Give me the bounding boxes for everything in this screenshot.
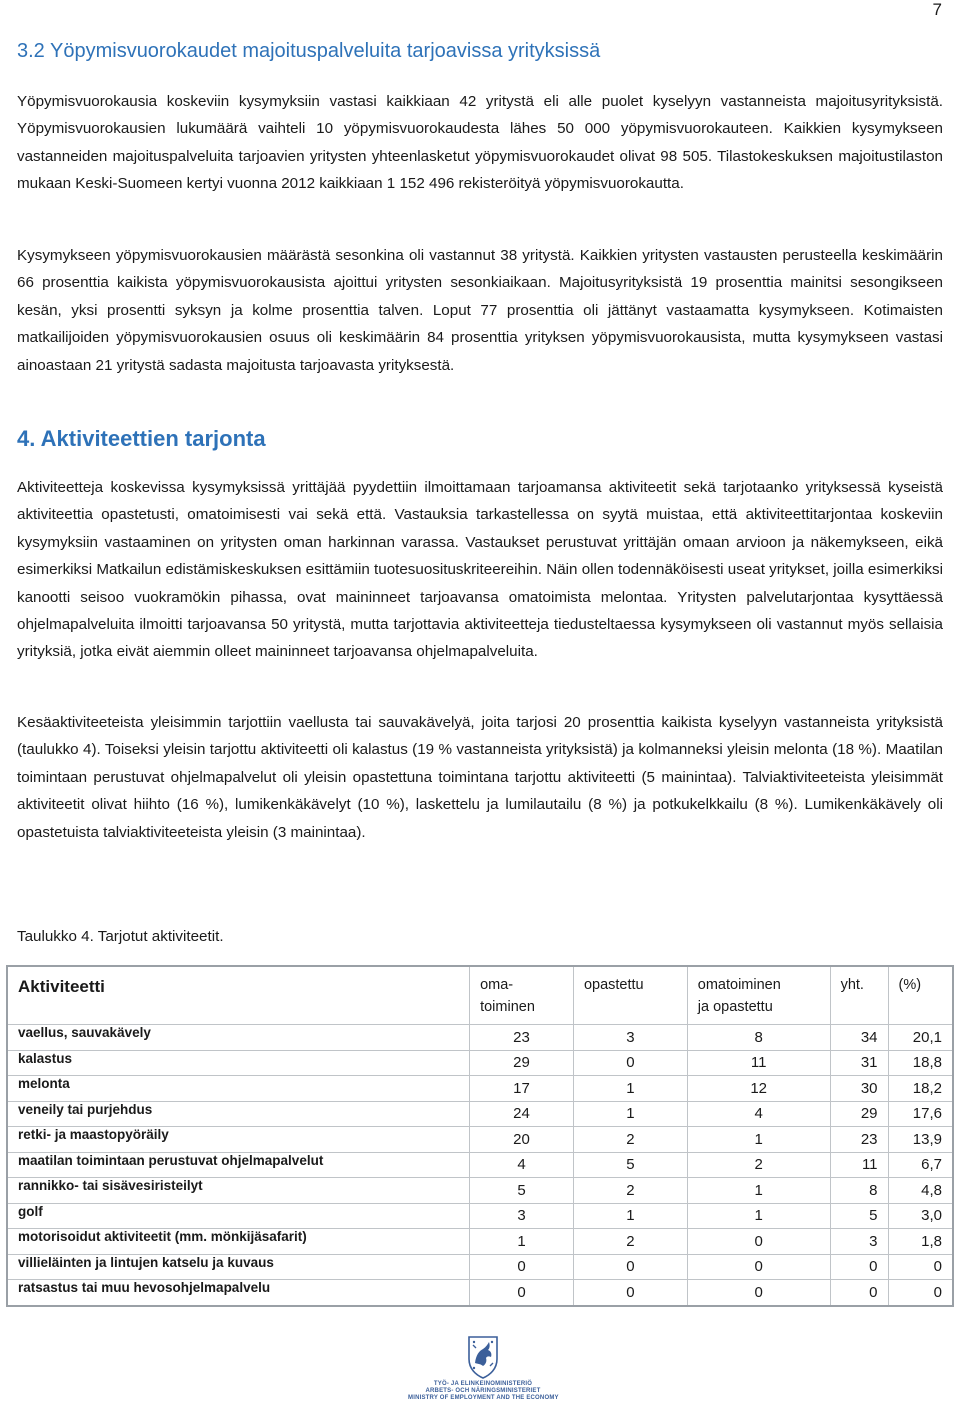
cell-activity: motorisoidut aktiviteetit (mm. mönkijäsafarit)	[7, 1229, 470, 1255]
table-row	[7, 1101, 953, 1127]
table-row	[7, 1229, 953, 1255]
cell-activity: veneily tai purjehdus	[7, 1101, 470, 1127]
header-self-line1: oma-	[480, 977, 514, 993]
header-self-line2: toiminen	[480, 999, 535, 1015]
cell-total: 31	[830, 1050, 888, 1076]
coat-of-arms-lion-icon	[466, 1335, 500, 1379]
cell-percent: 4,8	[888, 1178, 953, 1204]
activities-table	[6, 965, 954, 1307]
paragraph-overnight-stays: Yöpymisvuorokausia koskeviin kysymyksiin vastasi kaikkiaan 42 yritystä eli alle puolet kyselyyn vastanneista majoitusyrityksistä. Yöpymisvuorokausien lukumäärä vaihteli 10 yöpymisvuorokaudesta lähes 50 000 yöpymisvuorokauteen. Kaikkien kysymykseen vastanneiden majoituspalveluita tarjoavien yritysten yhteenlasketut yöpymisvuorokaudet olivat 98 505. Tilastokeskuksen majoitustilaston mukaan Keski-Suomeen kertyi vuonna 2012 kaikkiaan 1 152 496 rekisteröityä yöpymisvuorokautta.	[17, 93, 943, 193]
paragraph-season: Kysymykseen yöpymisvuorokausien määrästä sesonkina oli vastannut 38 yritystä. Kaikkien yritysten vastausten perusteella keskimäärin 66 prosenttia kaikista yöpymisvuorokausista ajoittui yritysten sesonkiaikaan. Majoitusyrityksistä 19 prosenttia mainitsi sesongikseen kesän, yksi prosentti syksyn ja kolme prosenttia talven. Loput 77 prosenttia oli jättänyt vastaamatta kysymykseen. Kotimaisten matkailijoiden yöpymisvuorokausien osuus oli keskimäärin 84 prosenttia yrityksen yöpymisvuorokausista, mutta kysymykseen vastasi ainoastaan 21 yritystä sadasta majoitusta tarjoavasta yrityksestä.	[17, 247, 943, 374]
table-row	[7, 1127, 953, 1153]
table-row	[7, 1203, 953, 1229]
cell-both: 0	[687, 1280, 830, 1306]
cell-self: 3	[470, 1203, 574, 1229]
header-guided: opastettu	[573, 966, 687, 1025]
cell-percent: 17,6	[888, 1101, 953, 1127]
chapter-heading: 4. Aktiviteettien tarjonta	[17, 426, 266, 451]
table-row	[7, 1025, 953, 1051]
table-caption: Taulukko 4. Tarjotut aktiviteetit.	[17, 928, 224, 945]
table-header-row	[7, 966, 953, 1025]
cell-activity: vaellus, sauvakävely	[7, 1025, 470, 1051]
cell-both: 0	[687, 1254, 830, 1280]
cell-activity: villieläinten ja lintujen katselu ja kuvaus	[7, 1254, 470, 1280]
cell-guided: 1	[573, 1101, 687, 1127]
cell-total: 29	[830, 1101, 888, 1127]
logo-text-finnish: TYÖ- JA ELINKEINOMINISTERIÖ	[433, 1381, 533, 1387]
header-both-line2: ja opastettu	[697, 999, 773, 1015]
header-activity: Aktiviteetti	[7, 966, 470, 1025]
cell-self: 0	[470, 1280, 574, 1306]
cell-both: 1	[687, 1178, 830, 1204]
table-row	[7, 1076, 953, 1102]
cell-total: 30	[830, 1076, 888, 1102]
cell-total: 3	[830, 1229, 888, 1255]
table-row	[7, 1050, 953, 1076]
cell-both: 1	[687, 1203, 830, 1229]
page-number: 7	[932, 0, 942, 19]
cell-self: 4	[470, 1152, 574, 1178]
header-percent: (%)	[888, 966, 953, 1025]
cell-both: 4	[687, 1101, 830, 1127]
cell-activity: ratsastus tai muu hevosohjelmapalvelu	[7, 1280, 470, 1306]
cell-percent: 18,8	[888, 1050, 953, 1076]
cell-guided: 1	[573, 1203, 687, 1229]
cell-percent: 6,7	[888, 1152, 953, 1178]
cell-both: 8	[687, 1025, 830, 1051]
cell-self: 24	[470, 1101, 574, 1127]
cell-activity: golf	[7, 1203, 470, 1229]
cell-self: 1	[470, 1229, 574, 1255]
section-heading: 3.2 Yöpymisvuorokaudet majoituspalveluita tarjoavissa yrityksissä	[17, 40, 601, 62]
header-both	[687, 966, 830, 1025]
cell-guided: 3	[573, 1025, 687, 1051]
cell-percent: 20,1	[888, 1025, 953, 1051]
logo-text-english: MINISTRY OF EMPLOYMENT AND THE ECONOMY	[408, 1395, 559, 1401]
cell-both: 2	[687, 1152, 830, 1178]
cell-total: 34	[830, 1025, 888, 1051]
cell-total: 0	[830, 1280, 888, 1306]
paragraph-activities-intro: Aktiviteetteja koskevissa kysymyksissä yrittäjää pyydettiin ilmoittamaan tarjoamansa aktiviteetit sekä tarjotaanko yrityksessä kyseistä aktiviteettia opastetusti, omatoimisesti vai sekä että. Vastauksia tarkastellessa on syytä muistaa, että aktiviteettitarjontaa koskeviin kysymyksiin vastaaminen on yritysten oman harkinnan varassa. Vastaukset perustuvat yrittäjän omaan arvioon ja näkemykseen, eikä esimerkiksi Matkailun edistämiskeskuksen esittämiin tuotesuosituskriteereihin. Näin ollen todennäköisesti useat yritykset, joilla esimerkiksi kanootti seisoo vuokramökin pihassa, ovat maininneet tarjoavansa omatoimista melontaa. Yritysten palvelutarjontaa kysyttäessä ohjelmapalveluita ilmoitti tarjoavansa 50 yritystä, mutta tarjottavia aktiviteetteja tiedusteltaessa kysymykseen oli vastannut myös sellaisia yrityksiä, jotka eivät aiemmin olleet maininneet tarjoavansa ohjelmapalveluita.	[17, 479, 943, 661]
cell-percent: 1,8	[888, 1229, 953, 1255]
table-row	[7, 1152, 953, 1178]
cell-both: 0	[687, 1229, 830, 1255]
cell-activity: rannikko- tai sisävesiristeilyt	[7, 1178, 470, 1204]
cell-percent: 0	[888, 1254, 953, 1280]
cell-activity: maatilan toimintaan perustuvat ohjelmapalvelut	[7, 1152, 470, 1178]
cell-self: 23	[470, 1025, 574, 1051]
cell-guided: 0	[573, 1280, 687, 1306]
logo-text-swedish: ARBETS- OCH NÄRINGSMINISTERIET	[425, 1388, 541, 1394]
cell-guided: 0	[573, 1254, 687, 1280]
cell-self: 29	[470, 1050, 574, 1076]
cell-guided: 5	[573, 1152, 687, 1178]
cell-total: 0	[830, 1254, 888, 1280]
cell-guided: 2	[573, 1178, 687, 1204]
cell-both: 11	[687, 1050, 830, 1076]
table-row	[7, 1254, 953, 1280]
cell-percent: 13,9	[888, 1127, 953, 1153]
cell-both: 12	[687, 1076, 830, 1102]
cell-activity: melonta	[7, 1076, 470, 1102]
cell-percent: 18,2	[888, 1076, 953, 1102]
cell-guided: 0	[573, 1050, 687, 1076]
header-total: yht.	[830, 966, 888, 1025]
table-row	[7, 1178, 953, 1204]
cell-activity: kalastus	[7, 1050, 470, 1076]
cell-self: 17	[470, 1076, 574, 1102]
ministry-logo	[408, 1335, 558, 1403]
cell-guided: 2	[573, 1229, 687, 1255]
cell-both: 1	[687, 1127, 830, 1153]
cell-total: 5	[830, 1203, 888, 1229]
header-both-line1: omatoiminen	[697, 977, 781, 993]
cell-self: 20	[470, 1127, 574, 1153]
header-self-guided	[470, 966, 574, 1025]
cell-self: 5	[470, 1178, 574, 1204]
cell-self: 0	[470, 1254, 574, 1280]
cell-percent: 3,0	[888, 1203, 953, 1229]
table-row	[7, 1280, 953, 1306]
cell-guided: 2	[573, 1127, 687, 1153]
cell-total: 8	[830, 1178, 888, 1204]
cell-total: 23	[830, 1127, 888, 1153]
cell-total: 11	[830, 1152, 888, 1178]
cell-guided: 1	[573, 1076, 687, 1102]
paragraph-summer-winter-activities: Kesäaktiviteeteista yleisimmin tarjottiin vaellusta tai sauvakävelyä, joita tarjosi 20 prosenttia kaikista kyselyyn vastanneista yrityksistä (taulukko 4). Toiseksi yleisin tarjottu aktiviteetti oli kalastus (19 % vastanneista yrityksistä) ja kolmanneksi yleisin melonta (18 %). Maatilan toimintaan perustuvat ohjelmapalvelut oli yleisin opastettuna toimintana tarjottu aktiviteetti (5 mainintaa). Talviaktiviteeteista yleisimmät aktiviteetit olivat hiihto (16 %), lumikenkäkävelyt (10 %), laskettelu ja lumilautailu (8 %) ja potkukelkkailu (8 %). Lumikenkäkävely oli opastetuista talviaktiviteeteista yleisin (3 mainintaa).	[17, 714, 943, 841]
cell-percent: 0	[888, 1280, 953, 1306]
cell-activity: retki- ja maastopyöräily	[7, 1127, 470, 1153]
